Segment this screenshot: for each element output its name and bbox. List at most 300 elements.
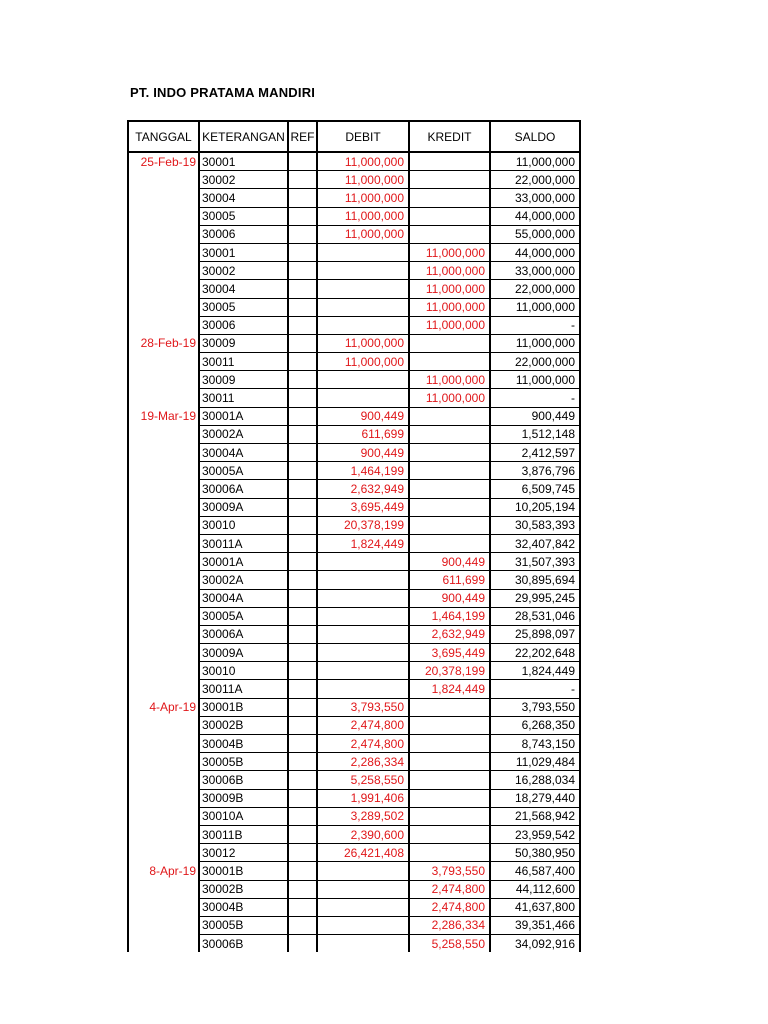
ledger-table [127,120,581,952]
cell-debit: 2,286,334 [317,753,409,771]
cell-ref [288,480,317,498]
cell-ref [288,935,317,953]
cell-debit [317,862,409,880]
cell-debit: 2,632,949 [317,480,409,498]
cell-debit: 3,289,502 [317,807,409,825]
cell-ref [288,589,317,607]
cell-saldo: - [490,389,580,407]
cell-kredit: 2,632,949 [409,625,490,643]
cell-ref [288,498,317,516]
cell-tanggal [128,444,199,462]
cell-ref [288,607,317,625]
cell-keterangan: 30001A [199,407,288,425]
cell-kredit: 900,449 [409,589,490,607]
table-row [128,316,580,334]
cell-keterangan: 30009A [199,644,288,662]
cell-saldo: 44,000,000 [490,207,580,225]
cell-debit [317,680,409,698]
cell-kredit [409,407,490,425]
cell-tanggal [128,825,199,843]
cell-keterangan: 30011A [199,680,288,698]
cell-keterangan: 30011 [199,389,288,407]
cell-tanggal [128,280,199,298]
header-row [128,121,580,152]
cell-debit [317,607,409,625]
table-row [128,280,580,298]
cell-keterangan: 30002 [199,262,288,280]
cell-kredit [409,152,490,171]
cell-debit: 3,793,550 [317,698,409,716]
cell-kredit: 11,000,000 [409,316,490,334]
cell-kredit: 3,793,550 [409,862,490,880]
table-row [128,607,580,625]
table-row [128,735,580,753]
table-row [128,498,580,516]
table-row [128,698,580,716]
cell-kredit: 1,824,449 [409,680,490,698]
column-header-keterangan: KETERANGAN [199,121,288,152]
cell-debit [317,916,409,934]
cell-tanggal [128,880,199,898]
table-row [128,444,580,462]
cell-tanggal [128,807,199,825]
cell-tanggal [128,298,199,316]
cell-keterangan: 30006 [199,225,288,243]
table-row [128,171,580,189]
cell-keterangan: 30004A [199,444,288,462]
cell-saldo: 10,205,194 [490,498,580,516]
table-row [128,753,580,771]
cell-debit: 2,474,800 [317,716,409,734]
cell-ref [288,262,317,280]
cell-tanggal [128,262,199,280]
cell-tanggal [128,644,199,662]
cell-tanggal [128,789,199,807]
cell-ref [288,444,317,462]
cell-keterangan: 30006A [199,625,288,643]
cell-keterangan: 30011 [199,353,288,371]
cell-ref [288,462,317,480]
table-row [128,207,580,225]
cell-ref [288,825,317,843]
cell-keterangan: 30001 [199,243,288,261]
table-row [128,680,580,698]
table-row [128,553,580,571]
cell-ref [288,425,317,443]
cell-saldo: 11,000,000 [490,152,580,171]
cell-saldo: 39,351,466 [490,916,580,934]
cell-saldo: 55,000,000 [490,225,580,243]
cell-ref [288,625,317,643]
cell-kredit [409,462,490,480]
cell-keterangan: 30005A [199,607,288,625]
cell-kredit: 11,000,000 [409,280,490,298]
cell-ref [288,407,317,425]
cell-saldo: 32,407,842 [490,534,580,552]
cell-debit: 1,464,199 [317,462,409,480]
cell-debit [317,898,409,916]
cell-keterangan: 30004 [199,189,288,207]
cell-saldo: 41,637,800 [490,898,580,916]
cell-debit: 2,474,800 [317,735,409,753]
cell-kredit [409,189,490,207]
cell-saldo: 21,568,942 [490,807,580,825]
cell-debit: 26,421,408 [317,844,409,862]
cell-ref [288,189,317,207]
cell-keterangan: 30005 [199,298,288,316]
cell-debit [317,880,409,898]
cell-ref [288,698,317,716]
cell-keterangan: 30011B [199,825,288,843]
cell-tanggal [128,844,199,862]
table-row [128,880,580,898]
cell-kredit [409,498,490,516]
table-row [128,716,580,734]
cell-keterangan: 30009A [199,498,288,516]
cell-tanggal [128,371,199,389]
cell-ref [288,716,317,734]
cell-debit: 11,000,000 [317,207,409,225]
table-row [128,480,580,498]
company-title: PT. INDO PRATAMA MANDIRI [130,85,316,100]
cell-kredit [409,698,490,716]
cell-keterangan: 30002A [199,571,288,589]
cell-kredit: 1,464,199 [409,607,490,625]
cell-kredit [409,334,490,352]
cell-debit: 11,000,000 [317,152,409,171]
cell-debit: 11,000,000 [317,353,409,371]
table-row [128,935,580,953]
cell-debit [317,298,409,316]
cell-ref [288,280,317,298]
cell-debit [317,625,409,643]
cell-keterangan: 30012 [199,844,288,862]
cell-ref [288,316,317,334]
cell-kredit [409,753,490,771]
cell-keterangan: 30006B [199,771,288,789]
cell-saldo: 22,000,000 [490,353,580,371]
cell-ref [288,644,317,662]
cell-tanggal [128,753,199,771]
cell-tanggal [128,680,199,698]
table-row [128,789,580,807]
cell-kredit: 3,695,449 [409,644,490,662]
cell-debit: 900,449 [317,444,409,462]
cell-debit: 11,000,000 [317,171,409,189]
cell-tanggal [128,534,199,552]
cell-kredit [409,716,490,734]
cell-saldo: 900,449 [490,407,580,425]
cell-ref [288,662,317,680]
table-row [128,825,580,843]
cell-saldo: 22,202,648 [490,644,580,662]
cell-saldo: 6,509,745 [490,480,580,498]
table-row [128,589,580,607]
cell-saldo: 30,895,694 [490,571,580,589]
cell-saldo: 11,000,000 [490,371,580,389]
table-row [128,152,580,171]
cell-debit: 11,000,000 [317,225,409,243]
cell-debit: 11,000,000 [317,334,409,352]
cell-saldo: 25,898,097 [490,625,580,643]
cell-tanggal [128,316,199,334]
cell-kredit: 900,449 [409,553,490,571]
cell-keterangan: 30011A [199,534,288,552]
table-row [128,353,580,371]
cell-ref [288,898,317,916]
table-row [128,625,580,643]
cell-ref [288,389,317,407]
table-row [128,862,580,880]
cell-debit [317,589,409,607]
cell-saldo: 16,288,034 [490,771,580,789]
cell-kredit [409,825,490,843]
cell-kredit: 2,286,334 [409,916,490,934]
cell-tanggal [128,353,199,371]
cell-saldo: - [490,316,580,334]
cell-tanggal [128,243,199,261]
cell-keterangan: 30001B [199,698,288,716]
cell-kredit [409,844,490,862]
cell-debit: 900,449 [317,407,409,425]
cell-saldo: 11,029,484 [490,753,580,771]
cell-tanggal [128,389,199,407]
cell-saldo: 22,000,000 [490,171,580,189]
cell-tanggal [128,571,199,589]
cell-kredit [409,171,490,189]
cell-ref [288,534,317,552]
cell-tanggal [128,735,199,753]
cell-keterangan: 30009 [199,371,288,389]
cell-saldo: 3,793,550 [490,698,580,716]
table-row [128,807,580,825]
cell-ref [288,516,317,534]
cell-tanggal [128,662,199,680]
cell-ref [288,916,317,934]
cell-debit: 1,824,449 [317,534,409,552]
column-header-saldo: SALDO [490,121,580,152]
cell-keterangan: 30002A [199,425,288,443]
cell-tanggal [128,625,199,643]
cell-debit: 611,699 [317,425,409,443]
cell-saldo: 46,587,400 [490,862,580,880]
cell-debit [317,243,409,261]
table-row [128,189,580,207]
cell-tanggal [128,935,199,953]
cell-kredit [409,425,490,443]
cell-debit [317,280,409,298]
table-row [128,371,580,389]
cell-tanggal [128,225,199,243]
cell-saldo: 50,380,950 [490,844,580,862]
cell-debit: 20,378,199 [317,516,409,534]
cell-tanggal: 19-Mar-19 [128,407,199,425]
table-row [128,462,580,480]
cell-ref [288,553,317,571]
cell-kredit: 11,000,000 [409,298,490,316]
cell-ref [288,298,317,316]
cell-tanggal [128,553,199,571]
cell-saldo: 44,000,000 [490,243,580,261]
cell-tanggal [128,207,199,225]
cell-ref [288,571,317,589]
cell-tanggal [128,589,199,607]
table-row [128,516,580,534]
table-row [128,898,580,916]
cell-kredit [409,353,490,371]
cell-ref [288,807,317,825]
cell-kredit [409,807,490,825]
cell-kredit: 5,258,550 [409,935,490,953]
cell-saldo: 6,268,350 [490,716,580,734]
table-row [128,425,580,443]
cell-tanggal [128,898,199,916]
cell-keterangan: 30009 [199,334,288,352]
cell-saldo: 29,995,245 [490,589,580,607]
cell-ref [288,225,317,243]
table-row [128,262,580,280]
table-row [128,916,580,934]
cell-saldo: 44,112,600 [490,880,580,898]
cell-ref [288,789,317,807]
cell-kredit [409,480,490,498]
cell-debit [317,262,409,280]
cell-ref [288,753,317,771]
ledger-body [128,152,580,952]
cell-keterangan: 30006A [199,480,288,498]
cell-debit [317,662,409,680]
cell-kredit: 2,474,800 [409,898,490,916]
cell-saldo: 31,507,393 [490,553,580,571]
cell-saldo: 33,000,000 [490,262,580,280]
cell-keterangan: 30010A [199,807,288,825]
cell-ref [288,353,317,371]
cell-ref [288,334,317,352]
cell-keterangan: 30001 [199,152,288,171]
cell-saldo: 11,000,000 [490,334,580,352]
cell-keterangan: 30005A [199,462,288,480]
cell-tanggal [128,916,199,934]
table-row [128,662,580,680]
cell-kredit [409,771,490,789]
cell-saldo: 18,279,440 [490,789,580,807]
cell-debit: 3,695,449 [317,498,409,516]
cell-saldo: - [490,680,580,698]
cell-ref [288,880,317,898]
cell-keterangan: 30010 [199,662,288,680]
cell-ref [288,680,317,698]
table-row [128,534,580,552]
cell-kredit [409,444,490,462]
cell-ref [288,844,317,862]
cell-keterangan: 30004B [199,898,288,916]
cell-tanggal: 28-Feb-19 [128,334,199,352]
cell-ref [288,371,317,389]
cell-keterangan: 30002 [199,171,288,189]
cell-tanggal [128,171,199,189]
cell-kredit: 20,378,199 [409,662,490,680]
column-header-tanggal: TANGGAL [128,121,199,152]
cell-kredit: 11,000,000 [409,389,490,407]
cell-keterangan: 30006 [199,316,288,334]
cell-debit [317,316,409,334]
cell-ref [288,735,317,753]
cell-kredit [409,534,490,552]
cell-ref [288,862,317,880]
cell-keterangan: 30010 [199,516,288,534]
cell-tanggal [128,480,199,498]
cell-tanggal [128,716,199,734]
cell-kredit [409,735,490,753]
cell-kredit [409,789,490,807]
cell-keterangan: 30004 [199,280,288,298]
cell-tanggal: 8-Apr-19 [128,862,199,880]
cell-keterangan: 30004A [199,589,288,607]
cell-saldo: 34,092,916 [490,935,580,953]
cell-keterangan: 30002B [199,716,288,734]
cell-keterangan: 30009B [199,789,288,807]
cell-saldo: 1,824,449 [490,662,580,680]
cell-kredit: 11,000,000 [409,371,490,389]
cell-kredit [409,207,490,225]
cell-tanggal [128,189,199,207]
cell-debit [317,371,409,389]
cell-keterangan: 30005B [199,916,288,934]
cell-keterangan: 30002B [199,880,288,898]
table-row [128,298,580,316]
cell-ref [288,171,317,189]
cell-tanggal [128,462,199,480]
cell-ref [288,207,317,225]
cell-keterangan: 30006B [199,935,288,953]
column-header-kredit: KREDIT [409,121,490,152]
cell-ref [288,152,317,171]
cell-debit: 5,258,550 [317,771,409,789]
table-row [128,389,580,407]
cell-saldo: 1,512,148 [490,425,580,443]
cell-keterangan: 30001B [199,862,288,880]
cell-saldo: 33,000,000 [490,189,580,207]
cell-debit [317,571,409,589]
cell-saldo: 23,959,542 [490,825,580,843]
cell-debit [317,644,409,662]
table-row [128,243,580,261]
cell-kredit: 2,474,800 [409,880,490,898]
cell-tanggal [128,516,199,534]
cell-kredit [409,225,490,243]
cell-tanggal: 4-Apr-19 [128,698,199,716]
cell-debit [317,935,409,953]
cell-tanggal [128,498,199,516]
cell-saldo: 22,000,000 [490,280,580,298]
cell-saldo: 11,000,000 [490,298,580,316]
cell-keterangan: 30005B [199,753,288,771]
cell-tanggal [128,771,199,789]
table-row [128,407,580,425]
cell-keterangan: 30001A [199,553,288,571]
cell-saldo: 8,743,150 [490,735,580,753]
column-header-ref: REF [288,121,317,152]
cell-keterangan: 30005 [199,207,288,225]
cell-tanggal [128,607,199,625]
column-header-debit: DEBIT [317,121,409,152]
cell-debit [317,389,409,407]
cell-kredit: 11,000,000 [409,243,490,261]
table-row [128,844,580,862]
cell-debit: 1,991,406 [317,789,409,807]
cell-keterangan: 30004B [199,735,288,753]
table-row [128,571,580,589]
